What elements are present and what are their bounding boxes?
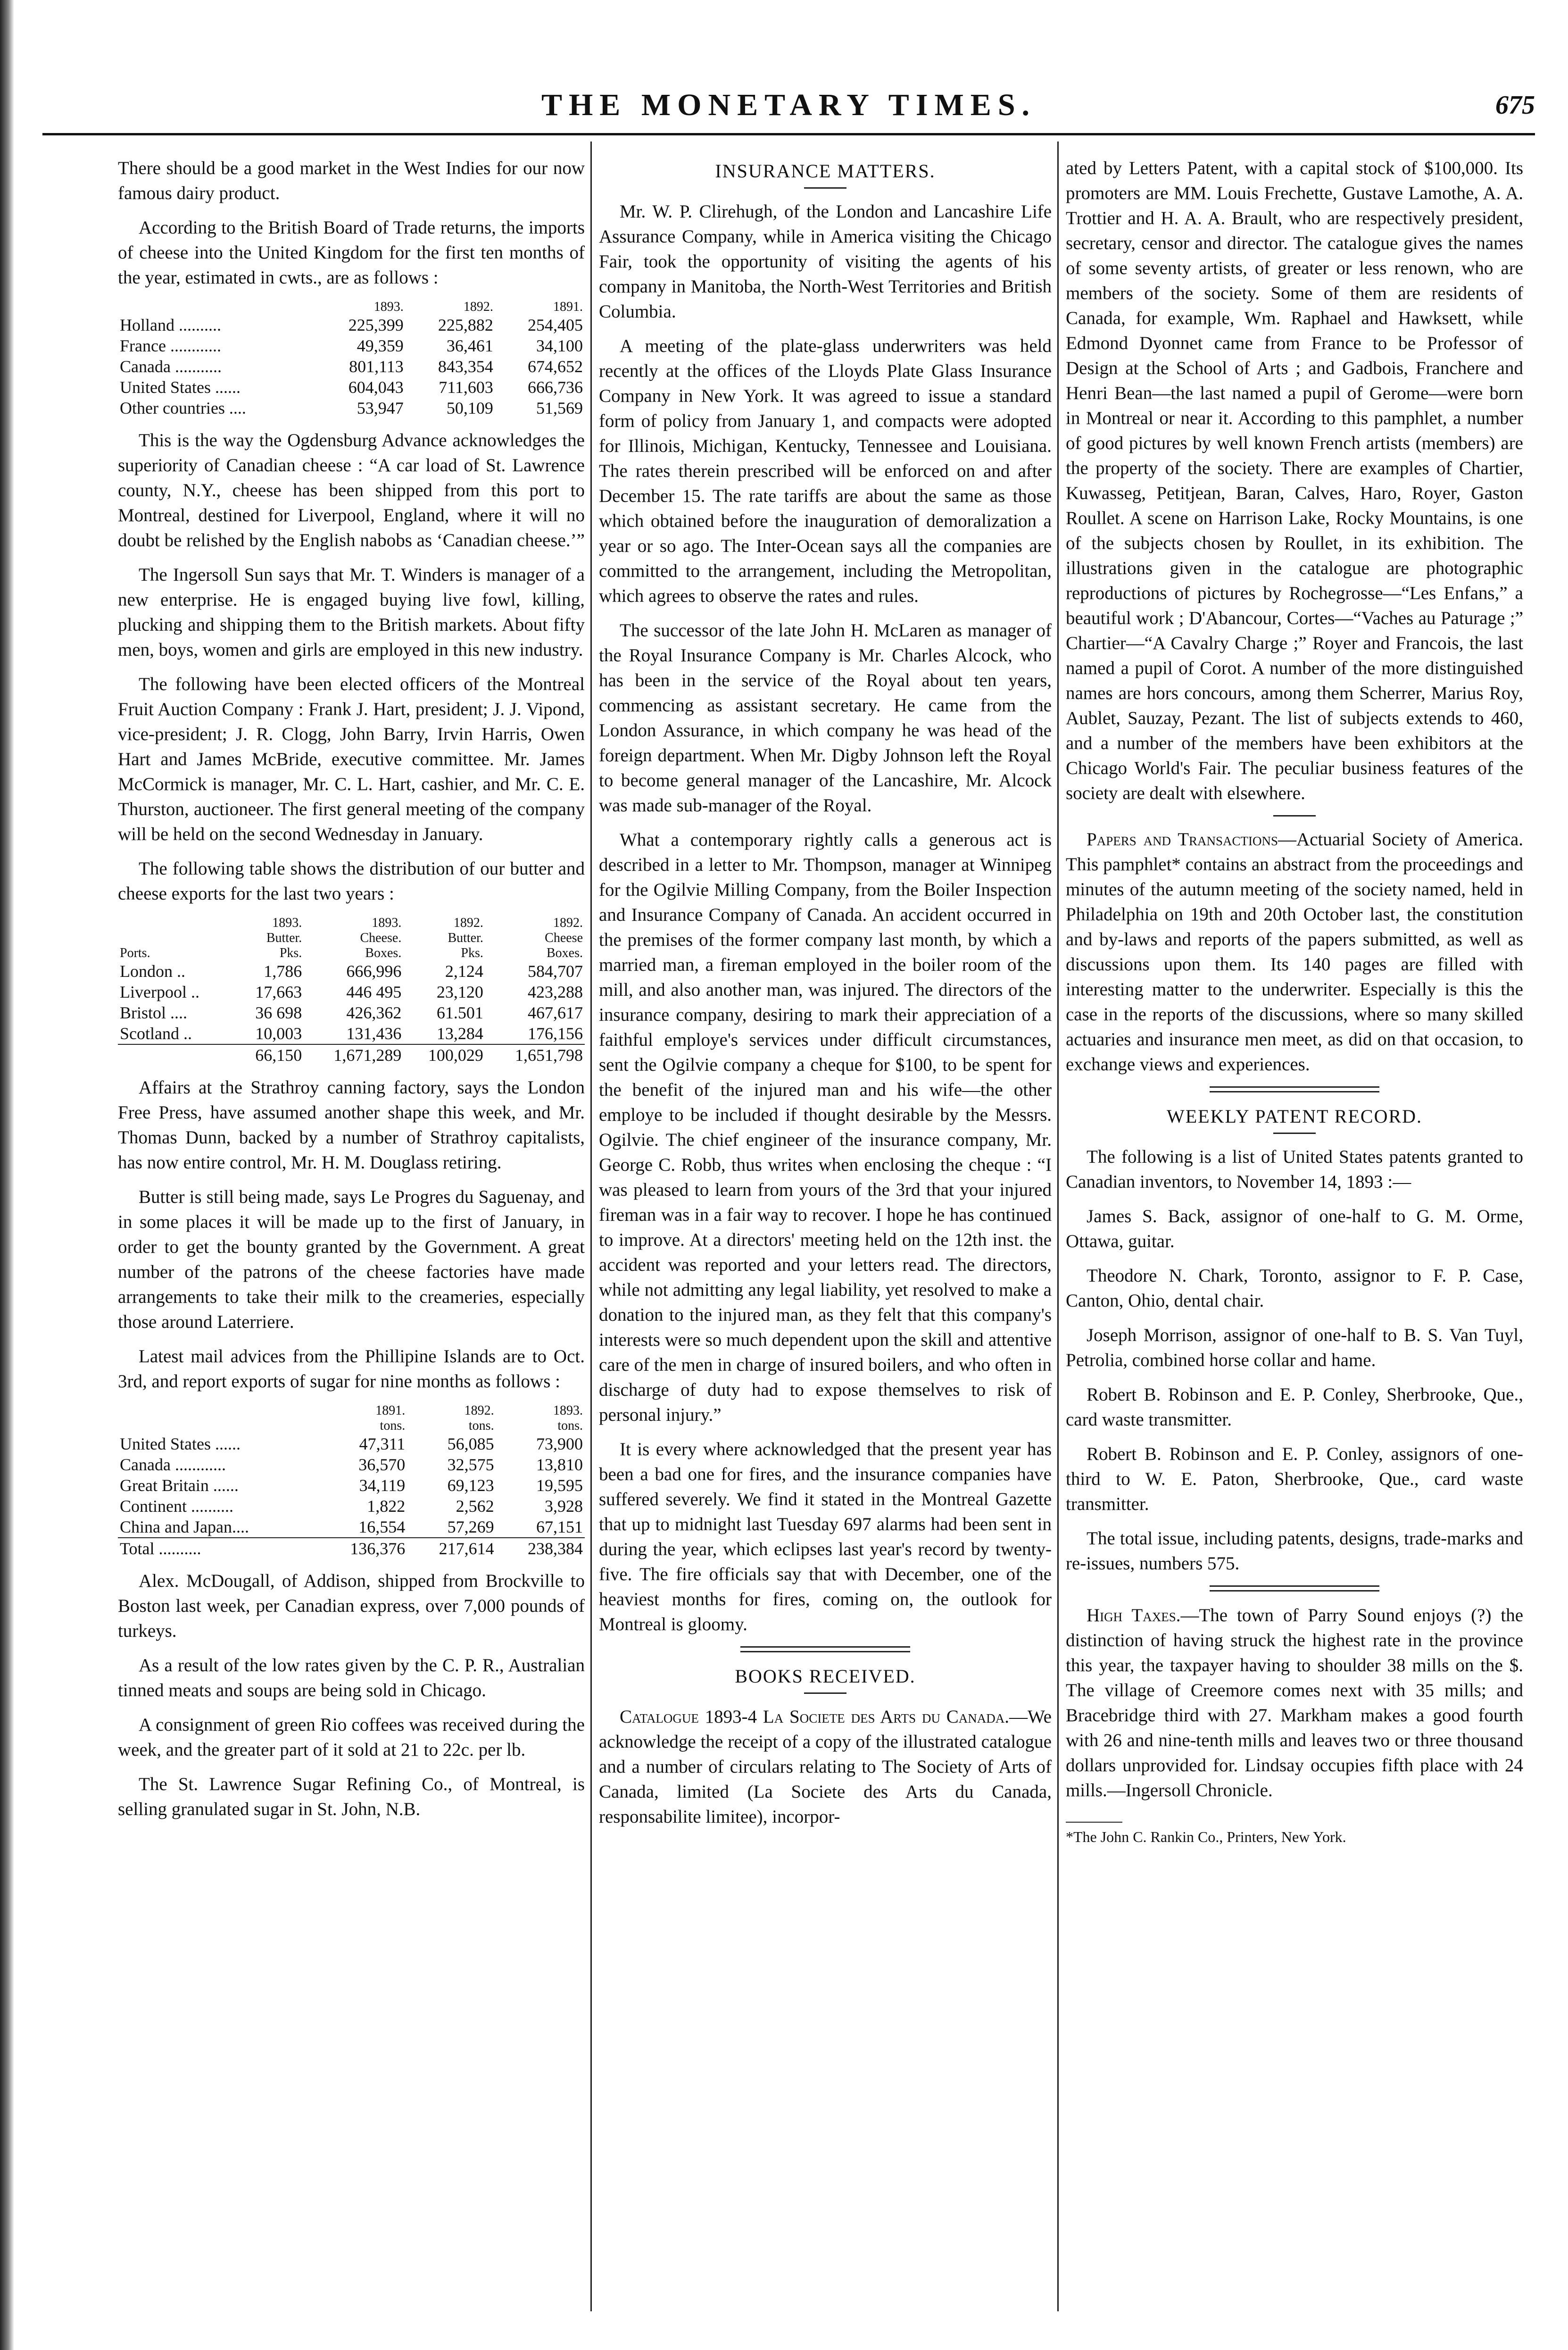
table-row (118, 961, 585, 982)
table-row (118, 1496, 585, 1517)
table-header: Boxes. (547, 946, 583, 960)
table-cell: China and Japan.... (120, 1517, 249, 1536)
table-cell: 801,113 (349, 357, 404, 376)
table-header (118, 300, 316, 315)
table-cell: 23,120 (436, 983, 483, 1001)
column-rule-1 (590, 142, 592, 2311)
patent-item: Robert B. Robinson and E. P. Conley, Sherbrooke, Que., card waste transmitter. (1066, 1384, 1523, 1430)
table-cell: 34,100 (536, 336, 583, 355)
paragraph: The following table shows the distribution of our butter and cheese exports for the last two years : (118, 858, 585, 904)
paragraph (1066, 827, 1523, 1077)
table-cell: Continent .......... (120, 1497, 233, 1516)
patent-item: James S. Back, assignor of one-half to G. M. Orme, Ottawa, guitar. (1066, 1206, 1523, 1251)
table-cell: 225,399 (348, 316, 404, 334)
table-header: 1892. (453, 916, 483, 930)
divider (804, 187, 846, 189)
table-cell: 16,554 (358, 1517, 406, 1536)
table-row (118, 315, 585, 335)
table-cell: 843,354 (438, 357, 493, 376)
paragraph-text: —The town of Parry Sound enjoys (?) the distinction of having struck the highest rate in the province this year, the taxpayer having to shoulder 38 mills on the $. The village of Creemore comes next with 35 mills; and Bracebridge third with 27. Markham makes a good fourth with 26 and nine-tenth mills and leaves two or three thousand dollars unprovided for. Lindsay occupies fifth place with 24 mills.—Ingersoll Chronicle. (1066, 1605, 1524, 1800)
paragraph: The following is a list of United States patents granted to Canadian inventors, to November 14, 1893 :— (1066, 1147, 1523, 1192)
table-cell: 2,124 (445, 962, 483, 981)
table-header (118, 931, 234, 946)
table-row (118, 1475, 585, 1496)
table-header: Butter. (448, 931, 483, 945)
paragraph: What a contemporary rightly calls a generous act is described in a letter to Mr. Thompson, manager at Winnipeg for the Ogilvie Milling Company, from the Boiler Inspection and Insurance Company of Canada. An accident occurred in the premises of the former company last month, by which a married man, a fireman employed in the boiler room of the mill, and also another man, was injured. The directors of the insurance company, desiring to mark their appreciation of a faithful employe's services under difficult circumstances, sent the Ogilvie company a cheque for $100, to be spent for the benefit of the injured man and his wife—the other employe to be included if thought desirable by the Messrs. Ogilvie. The chief engineer of the insurance company, Mr. George C. Robb, thus writes when enclosing the cheque : “I was pleased to learn from yours of the 3rd that your injured fireman was in a fair way to recover. I hope he has continued to improve. At a directors' meeting held on the 12th inst. the accident was reported and your letters read. The directors, while not admitting any legal liability, yet resolved to make a donation to the injured man, as they felt that this company's interests were so much dependent upon the skill and attentive care of the men in charge of insured boilers, and who often in discharge of duty had to expose themselves to risk of personal injury.” (599, 830, 1052, 1425)
table-cell: 49,359 (357, 336, 404, 355)
table-row (118, 1023, 585, 1044)
divider (804, 1692, 846, 1694)
table-cell: 2,562 (456, 1497, 494, 1516)
table-header: Boxes. (365, 946, 402, 960)
paragraph: Affairs at the Strathroy canning factory, says the London Free Press, have assumed another shape this week, and Mr. Thomas Dunn, backed by a number of Strathroy capitalists, has now entire control, Mr. H. M. Douglass retiring. (118, 1077, 585, 1173)
table-header: tons. (557, 1418, 583, 1433)
paragraph: According to the British Board of Trade returns, the imports of cheese into the United Kingdom for the first ten months of the year, estimated in cwts., are as follows : (118, 217, 585, 288)
table-cell: 53,947 (357, 399, 404, 417)
paragraph: Latest mail advices from the Phillipine Islands are to Oct. 3rd, and report exports of sugar for nine months as follows : (118, 1346, 585, 1392)
table-cell: Total .......... (118, 1538, 318, 1559)
masthead-title: THE MONETARY TIMES. (541, 88, 1037, 122)
table-cell: 34,119 (359, 1476, 406, 1495)
table-header (118, 916, 234, 931)
lead-in: High Taxes. (1087, 1605, 1181, 1625)
lead-in: Papers and Transactions (1087, 829, 1278, 850)
table-cell: 467,617 (528, 1003, 583, 1022)
table-row (118, 356, 585, 377)
table-cell: 711,603 (439, 378, 493, 397)
double-divider (1210, 1086, 1379, 1092)
table-header: 1893. (372, 916, 402, 930)
table-total-row (118, 1044, 585, 1066)
table-cell: 136,376 (318, 1538, 407, 1559)
table-cell: 56,085 (447, 1434, 494, 1453)
patent-item: Theodore N. Chark, Toronto, assignor to F. P. Case, Canton, Ohio, dental chair. (1066, 1266, 1523, 1311)
table-cell: 1,786 (264, 962, 302, 981)
table-header (118, 1418, 318, 1433)
paragraph: This is the way the Ogdensburg Advance acknowledges the superiority of Canadian cheese : “A car load of St. Lawrence county, N.Y., cheese has been shipped from this port to Montreal, destined for Liverpool, England, where it will no doubt be relished by the English nabobs as ‘Canadian cheese.’” (118, 430, 585, 550)
table-cell: 1,822 (367, 1497, 406, 1516)
patent-item: The total issue, including patents, designs, trade-marks and re-issues, numbers 575. (1066, 1528, 1523, 1574)
column-2 (599, 156, 1052, 1839)
butter-cheese-exports-table (118, 916, 585, 1066)
table-cell: 61.501 (436, 1003, 483, 1022)
table-header: 1892. (553, 916, 583, 930)
table-cell: 238,384 (496, 1538, 585, 1559)
paragraph: As a result of the low rates given by the C. P. R., Australian tinned meats and soups are being sold in Chicago. (118, 1655, 585, 1700)
table-header: Pks. (279, 946, 302, 960)
section-heading-patents: WEEKLY PATENT RECORD. (1166, 1106, 1423, 1127)
paragraph: A consignment of green Rio coffees was received during the week, and the greater part of it sold at 21 to 22c. per lb. (118, 1715, 585, 1760)
page-edge-shadow (0, 0, 14, 2350)
table-header: tons. (468, 1418, 494, 1433)
table-cell: 1,651,798 (485, 1044, 585, 1066)
table-cell: 446 495 (346, 983, 402, 1001)
table-header: 1892. (463, 300, 493, 314)
table-total-row (118, 1538, 585, 1559)
table-cell: 69,123 (447, 1476, 494, 1495)
table-cell: 176,156 (528, 1024, 583, 1043)
table-cell: 423,288 (528, 983, 583, 1001)
paragraph-text: —We acknowledge the receipt of a copy of the illustrated catalogue and a number of circulars relating to The Society of Arts of Canada, limited (La Societe des Arts du Canada, responsabilite limitee), incorpor- (599, 1707, 1052, 1827)
table-cell: 13,810 (536, 1455, 583, 1474)
table-cell: 217,614 (407, 1538, 496, 1559)
paragraph: The following have been elected officers of the Montreal Fruit Auction Company : Frank J. Hart, president; J. J. Vipond, vice-president; J. R. Clogg, John Barry, Irvin Harris, Owen Hart and James McBride, executive committee. Mr. James McCormick is manager, Mr. C. L. Hart, cashier, and Mr. C. E. Thurston, auctioneer. The first general meeting of the company will be held on the second Wednesday in January. (118, 674, 585, 844)
paragraph: It is every where acknowledged that the present year has been a bad one for fires, and the insurance companies have suffered severely. We find it stated in the Montreal Gazette that up to midnight last Tuesday 697 alarms had been sent in during the year, which eclipses last year's record by twenty-five. The fire officials say that with December, one of the heaviest months for fires, coming on, the outlook for Montreal is gloomy. (599, 1439, 1052, 1634)
table-cell: 426,362 (346, 1003, 402, 1022)
table-cell: 32,575 (447, 1455, 494, 1474)
table-cell: 100,029 (403, 1044, 485, 1066)
table-cell: France ............ (120, 336, 221, 355)
table-cell: Canada ............ (120, 1455, 226, 1474)
paragraph (1066, 1603, 1523, 1803)
table-cell: 666,996 (346, 962, 402, 981)
table-header: 1892. (464, 1403, 494, 1418)
table-cell: 254,405 (528, 316, 583, 334)
paragraph: The St. Lawrence Sugar Refining Co., of Montreal, is selling granulated sugar in St. John, N.B. (118, 1774, 585, 1819)
table-cell: 73,900 (536, 1434, 583, 1453)
lead-in: Catalogue 1893-4 La Societe des Arts du Canada. (620, 1707, 1009, 1727)
sugar-exports-table (118, 1403, 585, 1559)
paragraph: Mr. W. P. Clirehugh, of the London and Lancashire Life Assurance Company, while in America visiting the Chicago Fair, took the opportunity of visiting the agents of his company in Manitoba, the North-West Territories and British Columbia. (599, 201, 1052, 322)
divider (1273, 1133, 1316, 1134)
table-header: 1891. (553, 300, 583, 314)
column-3 (1066, 156, 1523, 1846)
table-cell: 57,269 (447, 1517, 494, 1536)
table-cell: 13,284 (436, 1024, 483, 1043)
table-row (118, 1454, 585, 1475)
table-cell: 131,436 (346, 1024, 402, 1043)
footnote-text: *The John C. Rankin Co., Printers, New York. (1066, 1828, 1346, 1845)
table-header: 1893. (553, 1403, 583, 1418)
double-divider (1210, 1585, 1379, 1592)
table-cell: Holland .......... (120, 316, 221, 334)
table-header: Ports. (120, 946, 150, 960)
table-header: Cheese. (360, 931, 402, 945)
table-cell: London .. (120, 962, 185, 981)
column-1 (118, 156, 585, 1831)
table-cell: Liverpool .. (120, 983, 199, 1001)
table-cell: Bristol .... (120, 1003, 188, 1022)
table-cell: 604,043 (348, 378, 404, 397)
table-row (118, 982, 585, 1002)
paragraph: Alex. McDougall, of Addison, shipped from Brockville to Boston last week, per Canadian express, over 7,000 pounds of turkeys. (118, 1571, 585, 1641)
table-cell: 36,570 (358, 1455, 406, 1474)
table-row (118, 335, 585, 356)
table-cell: 17,663 (255, 983, 302, 1001)
paragraph: A meeting of the plate-glass underwriters was held recently at the offices of the Lloyds Plate Glass Insurance Company in New York. It was agreed to issue a standard form of policy from January 1, and compacts were adopted for Illinois, Michigan, Kentucky, Tennessee and Louisiana. The rates therein prescribed will be enforced on and after December 15. The rate tariffs are about the same as those which obtained before the inauguration of demoralization a year or so ago. The Inter-Ocean says all the companies are committed to the arrangement, including the Metropolitan, which agrees to observe the rates and rules. (599, 336, 1052, 606)
table-cell: 584,707 (528, 962, 583, 981)
paragraph: ated by Letters Patent, with a capital stock of $100,000. Its promoters are MM. Louis Frechette, Gustave Lamothe, A. A. Trottier and H. A. A. Brault, who are respectively president, secretary, censor and director. The catalogue gives the names of some seventy artists, of greater or less renown, who are members of the society. Some of them are residents of Canada, for example, Wm. Raphael and Hawksett, while Edmond Dyonnet came from France to be Professor of Design at the School of Arts ; and Gadbois, Franchere and Henri Bean—the last named a pupil of Gerome—were born in Montreal or near it. According to this pamphlet, a number of good pictures by well known French artists (members) are the property of the society. There are examples of Chartier, Kuwasseg, Petitjean, Baran, Calves, Haro, Royer, Gaston Roullet. A scene on Harrison Lake, Rocky Mountains, is one of the subjects chosen by Roullet, in its exhibition. The illustrations given in the catalogue are photographic reproductions of pictures by Rochegrosse—“Les Enfans,” a beautiful work ; D'Abancour, Cortes—“Vaches au Paturage ;” Chartier—“A Cavalry Charge ;” Royer and Francois, the last named a pupil of Corot. A number of the more distinguished names are hors concours, among them Scherrer, Marius Roy, Aublet, Sauzay, Pezant. The list of subjects extends to 460, and a number of the members have been exhibitors at the Chicago World's Fair. The peculiar business features of the society are dealt with elsewhere. (1066, 158, 1523, 803)
table-cell: 674,652 (528, 357, 583, 376)
table-header: 1893. (272, 916, 302, 930)
footnote (1066, 1822, 1523, 1846)
table-cell: Canada ........... (120, 357, 222, 376)
table-cell: 47,311 (359, 1434, 406, 1453)
section-heading-insurance: INSURANCE MATTERS. (715, 160, 936, 182)
table-cell: 10,003 (255, 1024, 302, 1043)
table-cell: Other countries .... (120, 399, 246, 417)
table-cell: 19,595 (536, 1476, 583, 1495)
paragraph: The successor of the late John H. McLaren as manager of the Royal Insurance Company is Mr. Charles Alcock, who has been in the service of the Royal about ten years, commencing as assistant secretary. He came from the London Assurance, in which company he was head of the foreign department. When Mr. Digby Johnson left the Royal to become general manager of the Lancashire, Mr. Alcock was made sub-manager of the Royal. (599, 620, 1052, 816)
table-cell: 50,109 (446, 399, 493, 417)
masthead (42, 87, 1535, 125)
table-cell: 3,928 (545, 1497, 583, 1516)
paragraph: There should be a good market in the West Indies for our now famous dairy product. (118, 158, 585, 203)
table-cell: United States ...... (120, 1434, 241, 1453)
table-row (118, 398, 585, 418)
table-cell: 51,569 (536, 399, 583, 417)
table-row (118, 1002, 585, 1023)
table-cell: 66,150 (234, 1044, 304, 1066)
paragraph: The Ingersoll Sun says that Mr. T. Winders is manager of a new enterprise. He is engaged buying live fowl, killing, plucking and shipping them to the British markets. About fifty men, boys, women and girls are employed in this new industry. (118, 565, 585, 660)
table-header: Butter. (266, 931, 302, 945)
page-number: 675 (1495, 91, 1535, 120)
paragraph-text: —Actuarial Society of America. This pamphlet* contains an abstract from the proceedings and minutes of the autumn meeting of the society named, held in Philadelphia on 19th and 20th October last, the constitution and by-laws and reports of the papers submitted, as well as discussions upon them. Its 140 pages are filled with interesting matter to the underwriter. Especially is this the case in the reports of the discussions, where so many skilled actuaries and insurance men meet, as did on that occasion, to exchange views and experiences. (1066, 829, 1523, 1075)
table-cell: United States ...... (120, 378, 241, 397)
table-header: 1893. (373, 300, 404, 314)
table-cell: Great Britain ...... (120, 1476, 239, 1495)
table-row (118, 1433, 585, 1454)
table-cell: 1,671,289 (304, 1044, 403, 1066)
table-header (118, 1403, 318, 1418)
table-row (118, 1517, 585, 1538)
table-cell: Scotland .. (120, 1024, 192, 1043)
footnote-rule (1066, 1822, 1122, 1823)
section-heading-books: BOOKS RECEIVED. (735, 1666, 916, 1687)
table-cell: 225,882 (438, 316, 493, 334)
table-cell: 67,151 (536, 1517, 583, 1536)
double-divider (740, 1646, 910, 1652)
divider (1273, 815, 1316, 817)
cheese-imports-table (118, 300, 585, 418)
table-header: tons. (380, 1418, 406, 1433)
column-rule-2 (1057, 142, 1059, 2311)
table-header: Pks. (461, 946, 483, 960)
table-cell: 36 698 (255, 1003, 302, 1022)
patent-item: Joseph Morrison, assignor of one-half to B. S. Van Tuyl, Petrolia, combined horse collar and hame. (1066, 1325, 1523, 1370)
table-row (118, 377, 585, 398)
paragraph (599, 1704, 1052, 1829)
table-cell: 666,736 (528, 378, 583, 397)
table-header: 1891. (375, 1403, 406, 1418)
patent-item: Robert B. Robinson and E. P. Conley, assignors of one-third to W. E. Paton, Sherbrooke, Que., card waste transmitter. (1066, 1444, 1523, 1514)
table-cell: 36,461 (446, 336, 493, 355)
paragraph: Butter is still being made, says Le Progres du Saguenay, and in some places it will be made up to the first of January, in order to get the bounty granted by the Government. A great number of the patrons of the cheese factories have made arrangements to take their milk to the creameries, especially those around Laterriere. (118, 1187, 585, 1332)
masthead-rule (42, 133, 1535, 135)
table-cell (118, 1044, 234, 1066)
table-header: Cheese (545, 931, 583, 945)
